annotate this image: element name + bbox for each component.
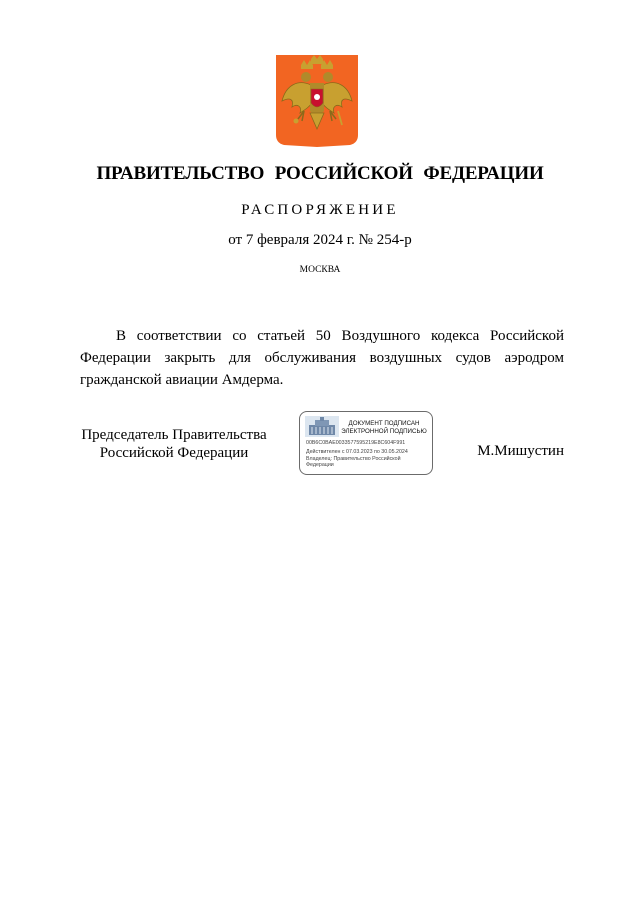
page-title: ПРАВИТЕЛЬСТВО РОССИЙСКОЙ ФЕДЕРАЦИИ xyxy=(96,163,544,184)
electronic-signature-stamp xyxy=(299,411,433,475)
stamp-owner-line1: Владелец: Правительство Российской xyxy=(306,456,401,462)
document-date-number: от 7 февраля 2024 г. № 254-р xyxy=(228,232,412,248)
stamp-certificate: 00B6C0BAE0033577595219E8C604F991 xyxy=(306,440,406,446)
body-paragraph: В соответствии со статьей 50 Воздушного кодекса Российской Федерации закрыть для обслуживания воздушных судов аэродром гражданской авиации Амдерма. xyxy=(80,328,564,388)
stamp-validity: Действителен с 07.03.2023 по 30.05.2024 xyxy=(306,449,408,455)
signatory-position-line1: Председатель Правительства xyxy=(81,427,267,443)
document-type: РАСПОРЯЖЕНИЕ xyxy=(241,202,399,218)
signatory-name: М.Мишустин xyxy=(477,443,564,459)
stamp-heading xyxy=(336,420,432,436)
stamp-owner-line2: Федерации xyxy=(306,462,334,468)
government-building-icon xyxy=(305,416,339,437)
signatory-position xyxy=(74,426,274,462)
state-emblem-icon xyxy=(276,55,358,147)
stamp-heading-line1: ДОКУМЕНТ ПОДПИСАН xyxy=(348,420,420,427)
stamp-heading-line2: ЭЛЕКТРОННОЙ ПОДПИСЬЮ xyxy=(341,428,427,435)
document-city: МОСКВА xyxy=(299,265,341,275)
signatory-position-line2: Российской Федерации xyxy=(99,445,249,461)
